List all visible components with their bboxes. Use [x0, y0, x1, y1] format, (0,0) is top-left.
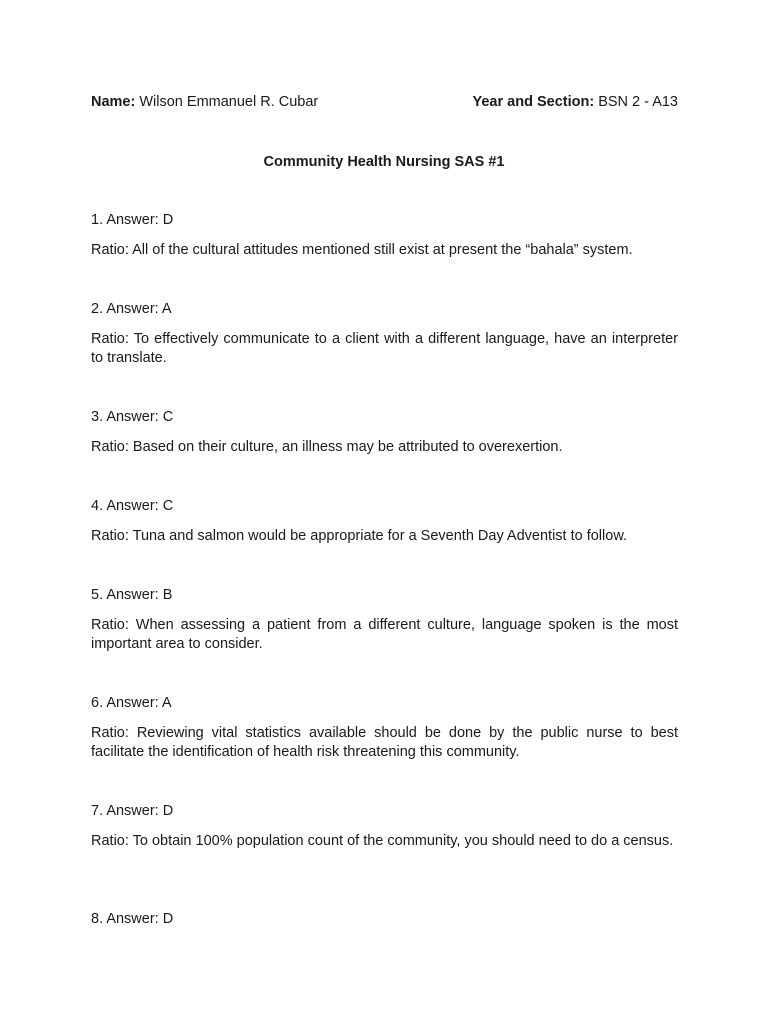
answer-item-6	[91, 694, 678, 763]
year-and-section	[472, 92, 678, 112]
section-label: Year and Section:	[472, 94, 595, 110]
name-value: Wilson Emmanuel R. Cubar	[139, 94, 319, 110]
answer-item-1	[91, 211, 678, 260]
answer-line: 2. Answer: A	[91, 301, 172, 317]
ratio-text: Ratio: To obtain 100% population count of the community, you should need to do a census.	[91, 832, 674, 849]
ratio-text: Ratio: To effectively communicate to a client with a different language, have an interpreter to translate.	[91, 330, 678, 366]
student-name	[91, 92, 318, 112]
answer-item-8	[91, 910, 678, 930]
answer-item-7	[91, 802, 678, 851]
ratio-text: Ratio: Based on their culture, an illness may be attributed to overexertion.	[91, 438, 563, 455]
ratio-text: Ratio: All of the cultural attitudes mentioned still exist at present the “bahala” system.	[91, 241, 633, 258]
header-row	[91, 92, 678, 112]
answer-line: 8. Answer: D	[91, 911, 174, 927]
answer-line: 3. Answer: C	[91, 409, 174, 425]
answer-line: 4. Answer: C	[91, 498, 174, 514]
ratio-text: Ratio: When assessing a patient from a different culture, language spoken is the most important area to consider.	[91, 616, 678, 652]
answer-item-4	[91, 497, 678, 546]
ratio-text: Ratio: Reviewing vital statistics available should be done by the public nurse to best facilitate the identification of health risk threatening this community.	[91, 724, 678, 760]
answer-item-3	[91, 408, 678, 457]
answer-line: 5. Answer: B	[91, 587, 173, 603]
answer-item-5	[91, 586, 678, 655]
section-value: BSN 2 - A13	[598, 94, 678, 110]
answer-line: 6. Answer: A	[91, 695, 172, 711]
ratio-text: Ratio: Tuna and salmon would be appropriate for a Seventh Day Adventist to follow.	[91, 527, 628, 544]
name-label: Name:	[91, 94, 136, 110]
document-title: Community Health Nursing SAS #1	[263, 154, 505, 170]
answer-line: 7. Answer: D	[91, 803, 174, 819]
answer-item-2	[91, 300, 678, 369]
answer-line: 1. Answer: D	[91, 212, 174, 228]
